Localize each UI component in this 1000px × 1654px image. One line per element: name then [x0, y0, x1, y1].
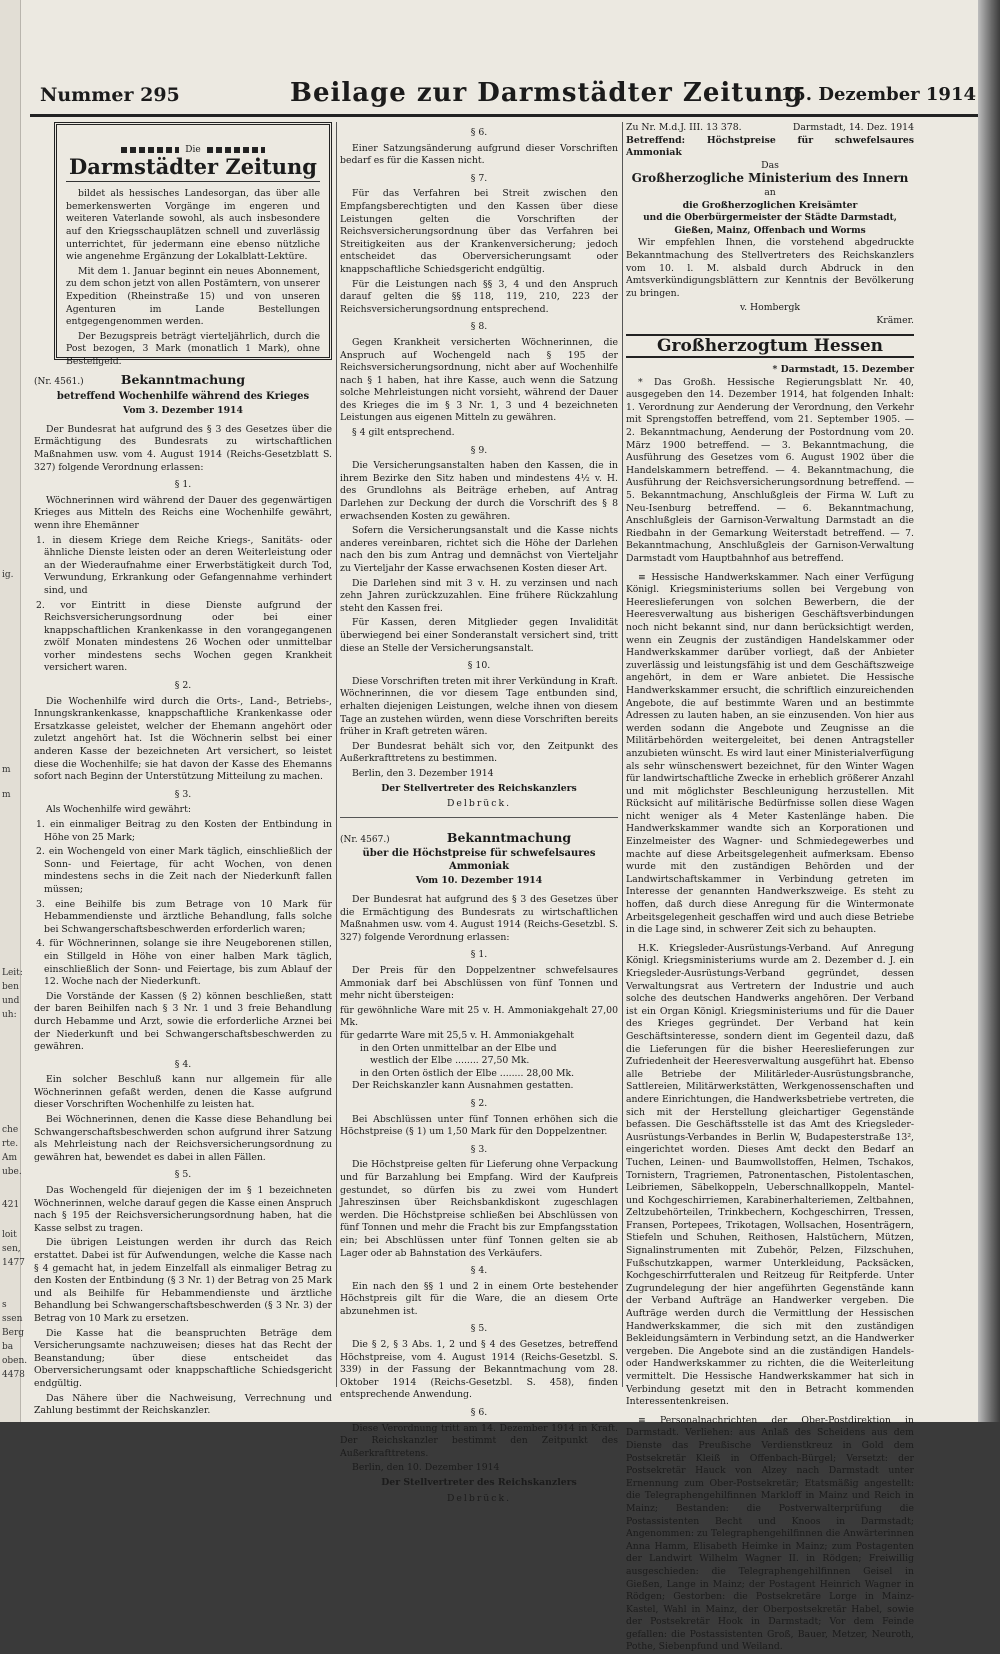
signature: Delbrück.: [446, 798, 512, 810]
section-mark: § 3.: [470, 1143, 488, 1155]
price-row: für gewöhnliche Ware mit 25 v. H. Ammoniakgehalt 27,00 Mk.: [340, 1004, 618, 1029]
paragraph: Der Bundesrat behält sich vor, den Zeitpunkt des Außerkrafttretens zu bestimmen.: [340, 740, 618, 765]
margin-fragment: 4478: [2, 1370, 25, 1380]
margin-fragment: s: [2, 1300, 7, 1310]
ministry-title: Großherzogliche Ministerium des Innern: [631, 171, 909, 186]
article-date: Vom 3. Dezember 1914: [122, 405, 243, 417]
section-mark: § 5.: [174, 1169, 192, 1181]
list-item: 2. vor Eintritt in diese Dienste aufgrund der Reichsversicherungsordnung oder bei einer knappschaftlichen Krankenkasse in den vorangegangenen zwölf Monaten mindestens 26 Wochen oder unmittelbar vorher mindestens sechs Wochen gegen Krankheit versichert waren.: [36, 599, 332, 674]
reference-line: [626, 122, 914, 135]
reference-number: Zu Nr. M.d.J. III. 13 378.: [626, 122, 742, 133]
column-2: [340, 122, 618, 1504]
section-mark: § 9.: [470, 444, 488, 456]
newspaper-title: Beilage zur Darmstädter Zeitung: [290, 78, 804, 108]
paragraph: Gegen Krankheit versicherten Wöchnerinnen, die Anspruch auf Wochengeld nach § 195 der Reichsversicherungsordnung, nicht aber auf Wochenhilfe nach § 1 haben, hat ihre Kasse, auch wenn die Satzung solche Mehrleistungen nicht vorsieht, während der Dauer des Krieges die im § 3 Nr. 1, 3 und 4 bezeichneten Leistungen aus eigenen Mitteln zu gewähren.: [340, 336, 618, 424]
margin-fragment: m: [2, 790, 11, 800]
ad-title: Darmstädter Zeitung: [69, 153, 317, 179]
price-row: westlich der Elbe ........ 27,50 Mk.: [370, 1055, 530, 1067]
paragraph: Die Versicherungsanstalten haben den Kassen, die in ihrem Bezirke den Sitz haben und mindestens 4½ v. H. des Grundlohns als Beiträge erheben, auf Antrag Darlehen zur Deckung der durch die Vorschrift des § 8 erwachsenden Kosten zu gewähren.: [340, 460, 618, 522]
section-mark: § 5.: [470, 1323, 488, 1335]
article-header: [340, 828, 618, 847]
paragraph: Als Wochenhilfe wird gewährt:: [46, 804, 191, 816]
signatory-office: Der Stellvertreter des Reichskanzlers: [381, 1477, 577, 1488]
paragraph: Sofern die Versicherungsanstalt und die Kasse nichts anderes vereinbaren, richtet sich die Höhe der Darlehen nach den bis zum Antrag und demnächst von Vierteljahr zu Vierteljahr der Kasse erwachsenen Kosten dieser Art.: [340, 525, 618, 574]
list-item: 2. ein Wochengeld von einer Mark täglich, einschließlich der Sonn- und Feiertage, für acht Wochen, von denen mindestens sechs in die Zeit nach der Niederkunft fallen müssen;: [36, 846, 332, 895]
column-1: [34, 122, 332, 1417]
paragraph: Bei Wöchnerinnen, denen die Kasse diese Behandlung bei Schwangerschaftsbeschwerden schon aufgrund ihrer Satzung als Mehrleistung nach der Reichsversicherungsordnung zu gewähren hat, bewendet es dabei in allen Fällen.: [34, 1114, 332, 1163]
section-mark: § 4.: [174, 1058, 192, 1070]
paragraph: ≡ Personalnachrichten der Ober-Postdirektion in Darmstadt. Verliehen: aus Anlaß des Scheidens aus dem Dienste das Preußische Verdienstkreuz in Gold dem Postsekretär Kleiß in Offenbach-Bürgel; Versetzt: der Postsekretär Hauck von Alzey nach Darmstadt unter Ernennung zum Ober-Postsekretär; Etatsmäßig angestellt: die Telegraphengehilfinnen Markloff in Mainz und Reich in Mainz; Bestanden: die Postverwalterprüfung die Postassistenten Becht und Knoos in Darmstadt; Angenommen: zu Telegraphengehilfinnen die Anwärterinnen Anna Hamm, Elisabeth Heimke in Mainz; zum Postagenten der Landwirt Wilhelm Wagner II. in Rödgen; Freiwillig ausgeschieden: die Telegraphengehilfinnen Geisel in Gießen, Lange in Mainz; der Postagent Heinrich Wagner in Rödgen; Gestorben: die Postsekretäre Lorge in Mainz-Kastel, Wahl in Mainz, der Oberpostsekretär Habel, sowie der Postsekretär Hook in Darmstadt; Vor dem Feinde gefallen: die Postassistenten Groß, Bauer, Metzer, Neuroth, Pothe, Siebenpfund und Weiland.: [626, 1414, 914, 1653]
issue-number: Nummer 295: [40, 84, 180, 106]
paragraph: Wöchnerinnen wird während der Dauer des gegenwärtigen Krieges aus Mitteln des Reichs eine Wochenhilfe gewährt, wenn ihre Ehemänner: [34, 494, 332, 531]
ornament-bar: [207, 147, 265, 153]
article-number: (Nr. 4567.): [340, 834, 390, 845]
masthead: [30, 76, 978, 112]
article-date: Vom 10. Dezember 1914: [415, 875, 543, 887]
article-number: (Nr. 4561.): [34, 377, 84, 387]
section-mark: § 10.: [467, 660, 491, 672]
margin-fragment: rte.: [2, 1139, 19, 1149]
page-edge-shadow: [978, 0, 1000, 1422]
article-title: Bekanntmachung: [120, 372, 246, 387]
place-date: Berlin, den 10. Dezember 1914: [352, 1462, 500, 1474]
section-mark: § 2.: [470, 1097, 488, 1109]
section-mark: § 8.: [470, 321, 488, 333]
paragraph: Der Preis für den Doppelzentner schwefelsaures Ammoniak darf bei Abschlüssen von fünf Tonnen und mehr nicht übersteigen:: [340, 965, 618, 1002]
article-subtitle: über die Höchstpreise für schwefelsaures Ammoniak: [362, 848, 596, 872]
paragraph: ≡ Hessische Handwerkskammer. Nach einer Verfügung Königl. Kriegsministeriums sollen bei Vergebung von Heereslieferungen von solchen Bewerbern, die der Heeresverwaltung aus bisherigen Geschäftsverbindungen noch nicht bekannt sind, nur dann berücksichtigt werden, wenn ein Zeugnis der zuständigen Handelskammer oder Handwerkskammer darüber vorliegt, daß der Anbieter zuverlässig und leistungsfähig ist und dem Geschäftszweige angehört, in dem er Ware anbietet. Die Hessische Handwerkskammer ersucht, die schriftlich einzureichenden Angebote, die auf bestimmte Waren und an bestimmte Adressen zu lauten haben, an sie einzusenden. Von hier aus werden sodann die Angebote und Zeugnisse an die Militärbehörden weitergeleitet, bei denen Antragsteller anzubieten wünscht. Es wird laut einer Ministerialverfügung als sehr wünschenswert bezeichnet, für den Winter Wagen für landwirtschaftliche Zwecke in erheblich größerer Anzahl und mit möglichster Beschleunigung herzustellen. Mit Rücksicht auf militärische Bedürfnisse sollen diese Wagen nicht weniger als 4 Meter Kastenlänge haben. Die Handwerkskammer wandte sich an Korporationen und Einzelmeister des Wagner- und Schmiedegewerbes und machte auf diese Arbeitsgelegenheit aufmerksam. Ebenso wurde mit den zuständigen Behörden und der Landwirtschaftskammer in Verbindung getreten im Interesse der genannten Handwerkszweige. Es steht zu hoffen, daß durch diese Anregung für die Wintermonate Arbeitsgelegenheit geschaffen wird und auch diese Betriebe in die Lage sind, in schwerer Zeit sich zu behaupten.: [626, 571, 914, 936]
ad-price: Der Bezugspreis beträgt vierteljährlich, durch die Post bezogen, 3 Mark (monatlich 1 Mark), ohne Bestellgeld.: [66, 330, 320, 367]
margin-fragment: che: [2, 1125, 19, 1135]
margin-fragment: und: [2, 996, 20, 1006]
article-header: [34, 370, 332, 389]
margin-fragment: loit: [2, 1230, 17, 1240]
paragraph: Diese Verordnung tritt am 14. Dezember 1914 in Kraft. Der Reichskanzler bestimmt den Zeitpunkt des Außerkrafttretens.: [340, 1422, 618, 1459]
paragraph: Die § 2, § 3 Abs. 1, 2 und § 4 des Gesetzes, betreffend Höchstpreise, vom 4. August 1914 (Reichs-Gesetzbl. S. 339) in der Fassung der Bekanntmachung vom 28. Oktober 1914 (Reichs-Gesetzbl. S. 458), finden entsprechende Anwendung.: [340, 1339, 618, 1401]
article-title: Bekanntmachung: [446, 829, 572, 845]
price-row: in den Orten östlich der Elbe ........ 28,00 Mk.: [360, 1067, 575, 1079]
section-mark: § 4.: [470, 1265, 488, 1277]
reference-date: Darmstadt, 14. Dez. 1914: [792, 122, 914, 133]
section-mark: § 3.: [174, 788, 192, 800]
paragraph: Wir empfehlen Ihnen, die vorstehend abgedruckte Bekanntmachung des Stellvertreters des Reichskanzlers vom 10. l. M. alsbald durch Abdruck in den Amtsverkündigungsblättern zur Kenntnis der Bevölkerung zu bringen.: [626, 237, 914, 299]
margin-fragment: ssen: [2, 1314, 23, 1324]
margin-fragment: oben.: [2, 1356, 28, 1366]
margin-fragment: sen,: [2, 1244, 21, 1254]
paragraph: Die Kasse hat die beanspruchten Beträge dem Versicherungsamte nachzuweisen; dieses hat das Recht der Beanstandung; über diese entscheidet das Oberversicherungsamt oder knappschaftliche Schiedsgericht endgültig.: [34, 1327, 332, 1389]
paragraph: Bei Abschlüssen unter fünf Tonnen erhöhen sich die Höchstpreise (§ 1) um 1,50 Mark für den Doppelzentner.: [340, 1113, 618, 1138]
paragraph: Für die Leistungen nach §§ 3, 4 und den Anspruch darauf gelten die §§ 118, 119, 210, 223 der Reichsversicherungsordnung entsprechend.: [340, 278, 618, 315]
price-row: in den Orten unmittelbar an der Elbe und: [360, 1042, 557, 1054]
text-an: an: [764, 186, 776, 198]
paragraph: Die Wochenhilfe wird durch die Orts-, Land-, Betriebs-, Innungskrankenkasse, knappschaftliche Krankenkasse oder Ersatzkasse geleistet, welcher der Ehemann angehört oder zuletzt angehört hat. Ist die Wöchnerin selbst bei einer anderen Kasse der bezeichneten Art versichert, so leistet diese die Wochenhilfe; sie hat davon der Kasse des Ehemanns sofort nach Beginn der Unterstützung Mitteilung zu machen.: [34, 695, 332, 783]
ad-subscribe: Mit dem 1. Januar beginnt ein neues Abonnement, zu dem schon jetzt von allen Postämtern, von unserer Expedition (Rheinstraße 15) und von unseren Agenturen im Lande Bestellungen entgegengenommen werden.: [66, 265, 320, 328]
section-mark: § 7.: [470, 172, 488, 184]
section-mark: § 1.: [174, 479, 192, 491]
margin-fragment: 1477: [2, 1258, 25, 1268]
addressee: die Großherzoglichen Kreisämter: [682, 199, 858, 211]
ad-rule: [66, 181, 320, 182]
paragraph: Die übrigen Leistungen werden ihr durch das Reich erstattet. Dabei ist für Aufwendungen, welche die Kasse nach § 4 gemacht hat, in jedem Einzelfall als einmaliger Betrag zu den Kosten der Entbindung (§ 3 Nr. 1) der Betrag von 25 Mark und als Beihilfe für Hebammendienste und ärztliche Behandlung bei Schwangerschaftsbeschwerden (§ 3 Nr. 3) der Betrag von 10 Mark zu ersetzen.: [34, 1237, 332, 1324]
place-date: Berlin, den 3. Dezember 1914: [352, 767, 494, 779]
paragraph: H.K. Kriegsleder-Ausrüstungs-Verband. Auf Anregung Königl. Kriegsministeriums wurde am 2. Dezember d. J. ein Kriegsleder-Ausrüstungs-Verband gegründet, dessen Verwaltungsrat aus Vertretern der Industrie und auch solche des deutschen Handwerks angehören. Der Verband ist ein Organ Königl. Kriegsministeriums und für die Dauer des Krieges gegründet. Der Verband hat kein Geschäftsinteresse, sondern dient im Gegenteil dazu, daß die Lieferungen für die bisher Heereslieferungen zur Zufriedenheit der Heeresverwaltung ausgeführt hat. Ebenso alle Betriebe der Militärleder-Ausrüstungsbranche, Sattlereien, Militärwerkstätten, Werkgenossenschaften und andere Einrichtungen, die Handwerksbetriebe vertreten, die sich mit der Herstellung gleichartiger Gegenstände befassen. Die Geschäftsstelle ist das Amt des Kriegsleder-Ausrüstungs-Verbandes in Berlin W, Budapesterstraße 13², eingerichtet worden. Dieses Amt deckt den Bedarf an Tuchen, Leinen- und Baumwollstoffen, Helmen, Tschakos, Tornistern, Tragriemen, Patronentaschen, Pistolentaschen, Leibriemen, Säbelkoppeln, Ueberschnallkoppeln, Mantel- und Kochgeschirriemen, Karabinerhalteriemen, Zeltbahnen, Zeltzubehörteilen, Trinkbechern, Kochgeschirren, Tressen, Fransen, Portepees, Trikotagen, Wollsachen, Hosenträgern, Stiefeln und Schuhen, Reithosen, Halstüchern, Mützen, Signalinstrumenten mit Zubehör, Pelzen, Filzschuhen, Fußschutzkappen, warmer Unterkleidung, Packsäcken, Kochgeschirrfutteralen und Reitzeug für Reitpferde. Unter Zugrundelegung der hier angeführten Gegenstände kann der Verband Aufträge an Handwerker vergeben. Die Aufträge werden durch die Vermittlung der Hessischen Handwerkskammer, die sich mit den zuständigen Bekleidungsämtern in Verbindung setzt, an die Handwerker vergeben. Die Angebote sind an die zuständigen Handels- oder Handwerkskammer zu richten, die die Weiterleitung vermittelt. Die Hessische Handwerkskammer hat sich in Verbindung gesetzt mit den in Betracht kommenden Interessentenkreisen.: [626, 942, 914, 1408]
dateline: * Darmstadt, 15. Dezember: [772, 364, 914, 376]
list-item: 4. für Wöchnerinnen, solange sie ihre Neugeborenen stillen, ein Stillgeld in Höhe von einer halben Mark täglich, einschließlich der Sonn- und Feiertage, bis zum Ablauf der 12. Woche nach der Niederkunft.: [36, 938, 332, 988]
section-mark: § 1.: [470, 949, 488, 961]
list-item: 1. ein einmaliger Beitrag zu den Kosten der Entbindung in Höhe von 25 Mark;: [36, 819, 332, 843]
paragraph: Der Bundesrat hat aufgrund des § 3 des Gesetzes über die Ermächtigung des Bundesrats zu wirtschaftlichen Maßnahmen usw. vom 4. August 1914 (Reichs-Gesetzblatt S. 327) folgende Verordnung erlassen:: [34, 423, 332, 473]
column-3: [626, 122, 914, 1653]
margin-fragment: 421: [2, 1200, 20, 1210]
text-das: Das: [761, 159, 779, 171]
paragraph: Einer Satzungsänderung aufgrund dieser Vorschriften bedarf es für die Kassen nicht.: [340, 142, 618, 167]
addressee-cities: und die Oberbürgermeister der Städte Darmstadt, Gießen, Mainz, Offenbach und Worms: [643, 213, 897, 236]
paragraph: Ein nach den §§ 1 und 2 in einem Orte bestehender Höchstpreis gilt für die Ware, die an diesem Orte abzunehmen ist.: [340, 1280, 618, 1317]
signatory-office: Der Stellvertreter des Reichskanzlers: [381, 782, 577, 794]
left-page-fragment: [0, 0, 28, 1422]
issue-date: 15. Dezember 1914: [780, 84, 976, 105]
paragraph: Für das Verfahren bei Streit zwischen den Empfangsberechtigten und den Kassen über diese Leistungen gelten die Vorschriften der Reichsversicherungsordnung über das Verfahren bei Streitigkeiten aus der Krankenversicherung; jedoch entscheidet das Oberversicherungsamt oder knappschaftliche Schiedsgericht endgültig.: [340, 188, 618, 275]
paragraph: Diese Vorschriften treten mit ihrer Verkündung in Kraft. Wöchnerinnen, die vor diesem Tage entbunden sind, erhalten diejenigen Leistungen, welche ihnen von diesem Tage an zustehen würden, wenn diese Vorschriften bereits früher in Kraft getreten wären.: [340, 675, 618, 738]
article-subtitle: betreffend Wochenhilfe während des Krieges: [56, 390, 310, 402]
margin-fragment: uh:: [2, 1010, 17, 1020]
paragraph: § 4 gilt entsprechend.: [352, 427, 455, 439]
paragraph: Die Höchstpreise gelten für Lieferung ohne Verpackung und für Barzahlung bei Empfang. Wird der Kaufpreis gestundet, so dürfen bis zu zwei vom Hundert Jahreszinsen über Reichsbankdiskont zugeschlagen werden. Die Höchstpreise schließen bei Abschlüssen von fünf Tonnen und mehr die Fracht bis zur Empfangsstation ein; bei Abschlüssen unter fünf Tonnen gelten sie ab Lager oder ab Bahnstation des Verkäufers.: [340, 1159, 618, 1259]
paragraph: Die Darlehen sind mit 3 v. H. zu verzinsen und nach zehn Jahren zurückzuzahlen. Eine frühere Rückzahlung steht den Kassen frei.: [340, 577, 618, 614]
section-mark: § 6.: [470, 1407, 488, 1419]
margin-fragment: m: [2, 765, 11, 775]
signature: v. Hombergk: [739, 302, 801, 314]
list-item: 1. in diesem Kriege dem Reiche Kriegs-, Sanitäts- oder ähnliche Dienste leisten oder an deren Weiterleistung oder an der Wiederaufnahme einer Erwerbstätigkeit durch Tod, Verwundung, Erkrankung oder Gefangennahme verhindert sind, und: [36, 534, 332, 596]
separator: [340, 817, 618, 818]
margin-fragment: ig.: [2, 570, 14, 580]
margin-fragment: ben: [2, 982, 19, 992]
ad-die: Die: [185, 145, 201, 155]
section-heading: Großherzogtum Hessen: [626, 334, 914, 359]
paragraph: Der Reichskanzler kann Ausnahmen gestatten.: [352, 1080, 574, 1092]
section-mark: § 6.: [470, 127, 488, 138]
masthead-rule: [30, 114, 978, 117]
margin-fragment: ube.: [2, 1167, 22, 1177]
signature: Delbrück.: [446, 1492, 512, 1504]
paragraph: Der Bundesrat hat aufgrund des § 3 des Gesetzes über die Ermächtigung des Bundesrats zu wirtschaftlichen Maßnahmen usw. vom 4. August 1914 (Reichs-Gesetzbl. S. 327) folgende Verordnung erlassen:: [340, 894, 618, 943]
margin-fragment: Leit:: [2, 968, 23, 978]
paragraph: Das Wochengeld für diejenigen der im § 1 bezeichneten Wöchnerinnen, welche darauf gegen die Kasse einen Anspruch nach § 195 der Reichsversicherungsordnung haben, hat die Kasse selbst zu tragen.: [34, 1185, 332, 1234]
subscription-ad: [54, 122, 332, 367]
subject-line: Betreffend: Höchstpreise für schwefelsaures Ammoniak: [626, 134, 914, 159]
paragraph: Für Kassen, deren Mitglieder gegen Invalidität überwiegend bei einer Sonderanstalt versichert sind, tritt diese an Stelle der Versicherungsanstalt.: [340, 617, 618, 654]
ornament-bar: [121, 147, 179, 153]
margin-fragment: ba: [2, 1342, 14, 1352]
list-item: 3. eine Beihilfe bis zum Betrage von 10 Mark für Hebammendienste und ärztliche Behandlung, falls solche bei Schwangerschaftsbeschwerden erforderlich waren;: [36, 898, 332, 935]
price-row: für gedarrte Ware mit 25,5 v. H. Ammoniakgehalt: [340, 1030, 575, 1041]
paragraph: Ein solcher Beschluß kann nur allgemein für alle Wöchnerinnen gefaßt werden, denen die Kasse aufgrund dieser Vorschriften Wochenhilfe zu leisten hat.: [34, 1074, 332, 1111]
signature: Krämer.: [876, 314, 914, 326]
section-mark: § 2.: [174, 680, 192, 692]
column-divider: [336, 122, 337, 1387]
paragraph: Die Vorstände der Kassen (§ 2) können beschließen, statt der baren Beihilfen nach § 3 Nr. 1 und 3 freie Behandlung durch Hebamme und Arzt, sowie die erforderliche Arznei bei der Niederkunft und bei Schwangerschaftsbeschwerden zu gewähren.: [34, 990, 332, 1053]
paragraph: Das Nähere über die Nachweisung, Verrechnung und Zahlung bestimmt der Reichskanzler.: [34, 1392, 332, 1417]
margin-fragment: Berg: [2, 1328, 25, 1338]
paragraph: * Das Großh. Hessische Regierungsblatt Nr. 40, ausgegeben den 14. Dezember 1914, hat folgenden Inhalt: 1. Verordnung zur Aenderung der Verordnung, den Verkehr mit Sprengstoffen betreffend, vom 21. September 1905. — 2. Bekanntmachung, Aenderung der Postordnung vom 20. März 1900 betreffend. — 3. Bekanntmachung, die Ausführung des Gesetzes vom 6. August 1902 über die Handelskammern betreffend. — 4. Bekanntmachung, die Ausführung der Reichsversicherungsordnung betreffend. — 5. Bekanntmachung, Anschlußgleis der Firma W. Luft zu Neu-Isenburg betreffend. — 6. Bekanntmachung, Anschlußgleis der Garnison-Verwaltung Darmstadt an die Riedbahn in der Gemarkung Weiterstadt betreffend. — 7. Bekanntmachung, Anschlußgleis der Garnison-Verwaltung Darmstadt vom Hauptbahnhof aus betreffend.: [626, 376, 914, 564]
column-divider: [622, 122, 623, 1387]
margin-fragment: Am: [2, 1153, 18, 1163]
ministry-name: [626, 172, 914, 187]
ad-body: bildet als hessisches Landesorgan, das über alle bemerkenswerten Vorgänge im engeren und weiteren Vaterlande sowohl, als auch insbesondere auf den Kriegsschauplätzen schnell und zuverlässig unterrichtet, für jedermann eine ebenso nützliche wie angenehme Ergänzung der Lokalblatt-Lektüre.: [66, 188, 320, 263]
